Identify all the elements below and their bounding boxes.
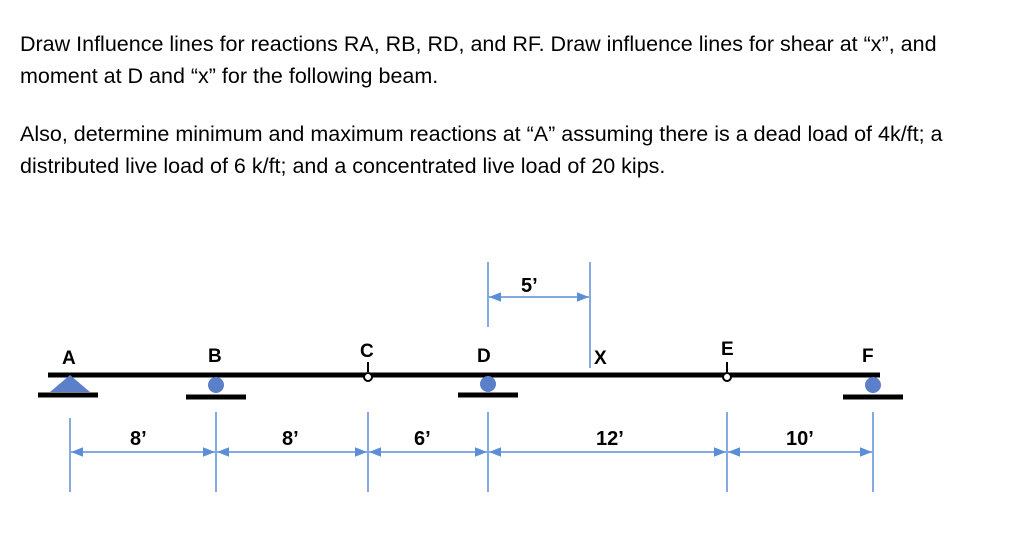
dimension-top-d-x [488,262,590,368]
dim-top-d-x: 5’ [521,275,538,297]
dim-a-b: 8’ [130,428,147,450]
hinge-e [723,362,731,381]
problem-statement-2: Also, determine minimum and maximum reactions at “A” assuming there is a dead load of 4k/ft; a distributed live load of 6 k/ft; and a concentrated live load of 20 kips. [20,122,943,178]
label-e: E [721,339,734,360]
problem-statement-1: Draw Influence lines for reactions RA, RB, RD, and RF. Draw influence lines for shear at “x”, and moment at D and “x” for the following beam. [20,32,937,88]
label-c: C [360,341,374,362]
dimension-bottom-chain [70,412,873,492]
label-f: F [862,346,874,367]
support-d-roller [458,376,518,395]
dim-d-x: 12’ [596,428,624,450]
label-x: X [594,348,607,369]
support-a-pin [38,375,98,395]
dim-c-d: 6’ [414,428,431,450]
label-a: A [62,348,76,369]
support-f-roller [843,377,903,397]
support-b-roller [186,377,246,397]
hinge-c [364,362,372,381]
dim-e-f: 10’ [786,428,814,450]
label-b: B [208,346,222,367]
dim-b-c: 8’ [282,428,299,450]
label-d: D [477,346,491,367]
